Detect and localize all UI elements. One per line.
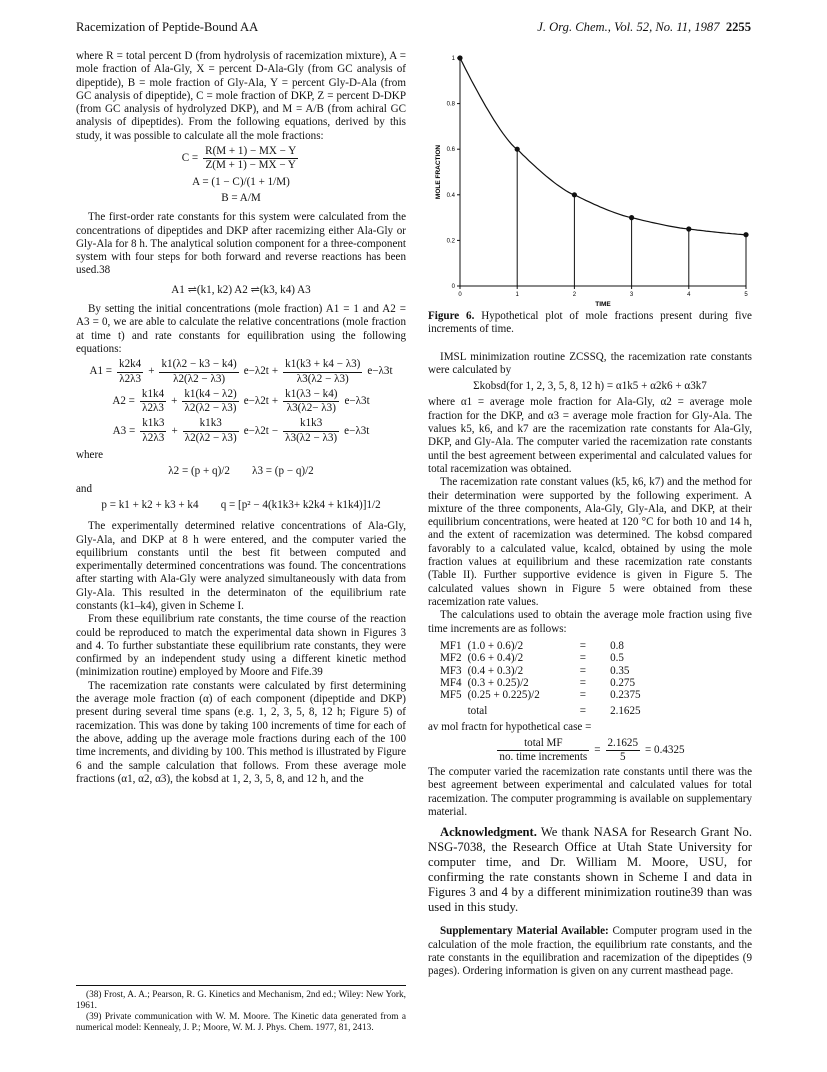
x-tick-label: 3 <box>629 292 634 298</box>
equation-a2: A2 = $\frac{k1k4}{\lambda 2\lambda 3}$ + $\frac{k1(k4 - \lambda 2)}{\lambda 2(\lambda 2 - \lambda 3)}$ e−λ2t + $\frac{k1(\lambda 3 - k4)}{\lambda 3(\lambda 2- \lambda 3)}$ e−λ3t <box>112 387 370 415</box>
equation-c: C = $\frac{R(M + 1) - MX - Y}{Z(M + 1) - MX - Y}$ <box>181 145 297 172</box>
equation-a: A = (1 − C)/(1 + 1/M) <box>192 175 290 188</box>
equation-a1: A1 = $\frac{k2k4}{\lambda 2\lambda 3}$ + $\frac{k1(\lambda 2 - k3 - k4)}{\lambda 2(\lambda 2 - \lambda 3)}$ e−λ2t + $\frac{k1(k3 + k4 - \lambda 3)}{\lambda 3(\lambda 2 - \lambda 3)}$ e−λ3t <box>89 358 393 385</box>
para-time-course: From these equilibrium rate constants, the time course of the reaction could be reproduced to match the experimental data shown in Figures 3 and 4. To further substantiate these equilibrium rate constants, they were confirmed by an independent study using a different kinetic method (minimization routine) employed by Moore and Fife.39 <box>76 613 406 679</box>
mf-val: 0.275 <box>610 677 636 690</box>
data-point <box>515 147 520 152</box>
table-row <box>440 689 647 701</box>
x-tick-label: 2 <box>572 292 577 298</box>
total-cell: 2.1625 <box>610 704 641 717</box>
mf-label: MF2 <box>440 652 462 665</box>
data-point <box>629 215 634 220</box>
running-header-title: Racemization of Peptide-Bound AA <box>76 20 259 34</box>
mf-label: MF5 <box>440 689 462 702</box>
mf-label: MF3 <box>440 664 462 677</box>
mf-expr: (0.3 + 0.25)/2 <box>467 677 529 690</box>
footnotes <box>76 985 406 1034</box>
mf-expr: (0.25 + 0.225)/2 <box>467 689 540 702</box>
x-tick-label: 1 <box>515 292 519 298</box>
para-imsl: IMSL minimization routine ZCSSQ, the racemization rate constants were calculated by <box>428 350 752 376</box>
data-point <box>572 192 577 197</box>
table-row <box>440 677 647 689</box>
where-label: where <box>76 449 104 462</box>
reference-38: (38) Frost, A. A.; Pearson, R. G. Kinetics and Mechanism, 2nd ed.; Wiley: New York, 1961. <box>76 990 406 1011</box>
running-header-journal: J. Org. Chem., Vol. 52, No. 11, 1987 2255 <box>537 20 751 34</box>
x-axis-label: TIME <box>595 301 611 308</box>
table-row <box>440 665 647 677</box>
right-column <box>428 50 752 979</box>
total-cell <box>440 702 468 717</box>
data-point <box>457 55 462 60</box>
equation-sum-kobsd: Σkobsd(for 1, 2, 3, 5, 8, 12 h) = α1k5 + α2k6 + α3k7 <box>473 380 707 393</box>
mf-val: 0.2375 <box>610 689 641 702</box>
equation-average: $\frac{\text{total MF}}{\text{no. time increments}}$ = $\frac{2.1625}{5}$ = 0.4325 <box>499 736 685 763</box>
mf-label: MF1 <box>440 639 462 652</box>
mf-val: 0.5 <box>610 652 624 665</box>
total-cell: total <box>467 704 488 717</box>
para-calc-intro: The calculations used to obtain the average mole fraction using five time increments are as follows: <box>428 609 752 635</box>
y-tick-label: 0 <box>451 284 455 290</box>
para-rate-constants: The first-order rate constants for this system were calculated from the concentrations of dipeptides and DKP after racemizing either Ala-Gly or Gly-Ala for 8 h. The analytical solution component for a three-component system with four steps for both forward and reverse reactions has been used.38 <box>76 211 406 277</box>
x-tick-label: 4 <box>687 292 691 298</box>
and-label: and <box>76 482 93 495</box>
mole-fraction-table <box>440 640 647 717</box>
y-tick-label: 0.6 <box>446 147 455 154</box>
equation-a3: A3 = $\frac{k1k3}{\lambda 2\lambda 3}$ + $\frac{k1k3}{\lambda 2(\lambda 2 - \lambda 3)}$ e−λ2t − $\frac{k1k3}{\lambda 3(\lambda 2 - \lambda 3)}$ e−λ3t <box>112 417 370 444</box>
mf-expr: (0.4 + 0.3)/2 <box>467 664 524 677</box>
mf-eq: = <box>579 677 587 690</box>
table-row <box>440 652 647 664</box>
reference-39: (39) Private communication with W. M. Moore. The Kinetic data generated from a numerical model: Kennealy, J. P.; Moore, W. M. J. Phys. Chem. 1977, 81, 2413. <box>76 1012 406 1033</box>
y-tick-label: 0.4 <box>446 192 455 199</box>
acknowledgment: Acknowledgment. We thank NASA for Research Grant No. NSG-7038, the Research Office at Utah State University for computer time, and Dr. William M. Moore, USU, for confirming the rate constants shown in Scheme I and data in Figures 3 and 4 by a different minimization routine39 than was used in this study. <box>428 825 752 915</box>
data-point <box>743 232 748 237</box>
y-tick-label: 0.8 <box>446 101 455 108</box>
table-row <box>440 640 647 652</box>
figure-6 <box>428 50 752 308</box>
equation-lambdas: λ2 = (p + q)/2 λ3 = (p − q)/2 <box>168 465 314 478</box>
x-tick-label: 0 <box>458 292 462 298</box>
total-cell: = <box>579 704 587 717</box>
para-computer-varied: The computer varied the racemization rate constants until there was the best agreement between experimental and calculated values for total racemization. The computer programming is available on supplementary material. <box>428 766 752 819</box>
para-definitions: where R = total percent D (from hydrolysis of racemization mixture), A = mole fraction of Ala-Gly, X = percent D-Ala-Gly (from GC analysis of dipeptide), B = mole fraction of Gly-Ala, Y = percent Gly-D-Ala (from GC analysis of dipeptide), C = mole fraction of DKP, Z = percent D-DKP (from GC analysis of hydrolyzed DKP), and M = A/B (from achiral GC analysis of dipeptides). From the following equations, derived by this study, it was possible to calculate all the mole fractions: <box>76 50 406 142</box>
figure-caption: Figure 6. Hypothetical plot of mole fractions present during five increments of time. <box>428 310 752 336</box>
para-support: The racemization rate constant values (k5, k6, k7) and the method for their determination were supported by the following experiment. A mixture of the three components, Ala-Gly, Gly-Ala, and DKP, at their equilibrium concentrations, were heated at 120 °C for both 10 and 14 h, and the extent of racemization was determined. The kobsd compared favorably to a calculated value, kcalcd, obtained by using the mole fraction values at equilibrium and these racemization rate constants (Table II). Further supportive evidence is given in Figure 5. The calculated values shown in Figure 5 were obtained from these racemization rate values. <box>428 476 752 608</box>
y-tick-label: 0.2 <box>446 238 455 245</box>
y-tick-label: 1 <box>451 56 455 62</box>
avg-label: av mol fractn for hypothetical case = <box>428 721 592 734</box>
table-total-row <box>440 702 647 717</box>
data-point <box>686 226 691 231</box>
x-tick-label: 5 <box>744 292 748 298</box>
page-number: 2255 <box>725 20 751 34</box>
mf-val: 0.8 <box>610 639 624 652</box>
mf-eq: = <box>579 652 587 665</box>
mf-eq: = <box>579 689 587 702</box>
mole-fraction-chart <box>428 50 752 308</box>
mf-expr: (0.6 + 0.4)/2 <box>467 652 524 665</box>
para-initial-conc: By setting the initial concentrations (mole fraction) A1 = 1 and A2 = A3 = 0, we are able to calculate the relative concentrations (mole fraction at time t) and rate constants for equilibration using the following equations: <box>76 303 406 355</box>
mf-expr: (1.0 + 0.6)/2 <box>467 639 524 652</box>
para-racemization: The racemization rate constants were calculated by first determining the average mole fraction (α) of each component (dipeptide and DKP) present during several time spans (e.g. 1, 2, 3, 5, 8, 12 h; Figure 5) of racemization. This was done by taking 100 increments of time for each of the above, adding up the average mole fractions during each of the 100 time increments, and dividing by 100. This method is illustrated by Figure 6 and the sample calculation that follows. From these average mole fractions (α1, α2, α3), the kobsd at 1, 2, 3, 5, 8, and 12 h, and the <box>76 679 406 785</box>
supplementary-material: Supplementary Material Available: Computer program used in the calculation of the mole fraction, the equilibrium rate constants, and the rate constants in the equilibration and racemization of the dipeptides (9 pages). Ordering information is given on any current masthead page. <box>428 925 752 978</box>
mf-label: MF4 <box>440 677 462 690</box>
equation-pq: p = k1 + k2 + k3 + k4 q = [p² − 4(k1k3+ k2k4 + k1k4)]1/2 <box>101 498 381 511</box>
mf-eq: = <box>579 664 587 677</box>
mf-val: 0.35 <box>610 664 630 677</box>
para-alpha-defs: where α1 = average mole fraction for Ala-Gly, α2 = average mole fraction for the DKP, and α3 = average mole fraction for Gly-Ala. The values k5, k6, and k7 are the racemization rate constants for Ala-Gly, DKP, and Gly-Ala. The computer varied the racemization rate constants until the best agreement between experimental and calculated values for total racemization was obtained. <box>428 396 752 475</box>
reaction-scheme: A1 ⇌(k1, k2) A2 ⇌(k3, k4) A3 <box>171 283 311 296</box>
y-axis-label: MOLE FRACTION <box>435 144 442 200</box>
mf-eq: = <box>579 639 587 652</box>
left-column <box>76 50 406 786</box>
series-line <box>460 58 746 235</box>
equation-b: B = A/M <box>221 191 261 204</box>
para-experimental: The experimentally determined relative concentrations of Ala-Gly, Gly-Ala, and DKP at 8 h were entered, and the computer varied the equilibrium constants until the best fit between computed and experimentally determined concentrations was found. The concentrations after starting with Ala-Gly were analyzed simultaneously with data from Gly-Ala. This resulted in the determinaton of the equilibrium rate constants (k1–k4), given in Scheme I. <box>76 520 406 612</box>
